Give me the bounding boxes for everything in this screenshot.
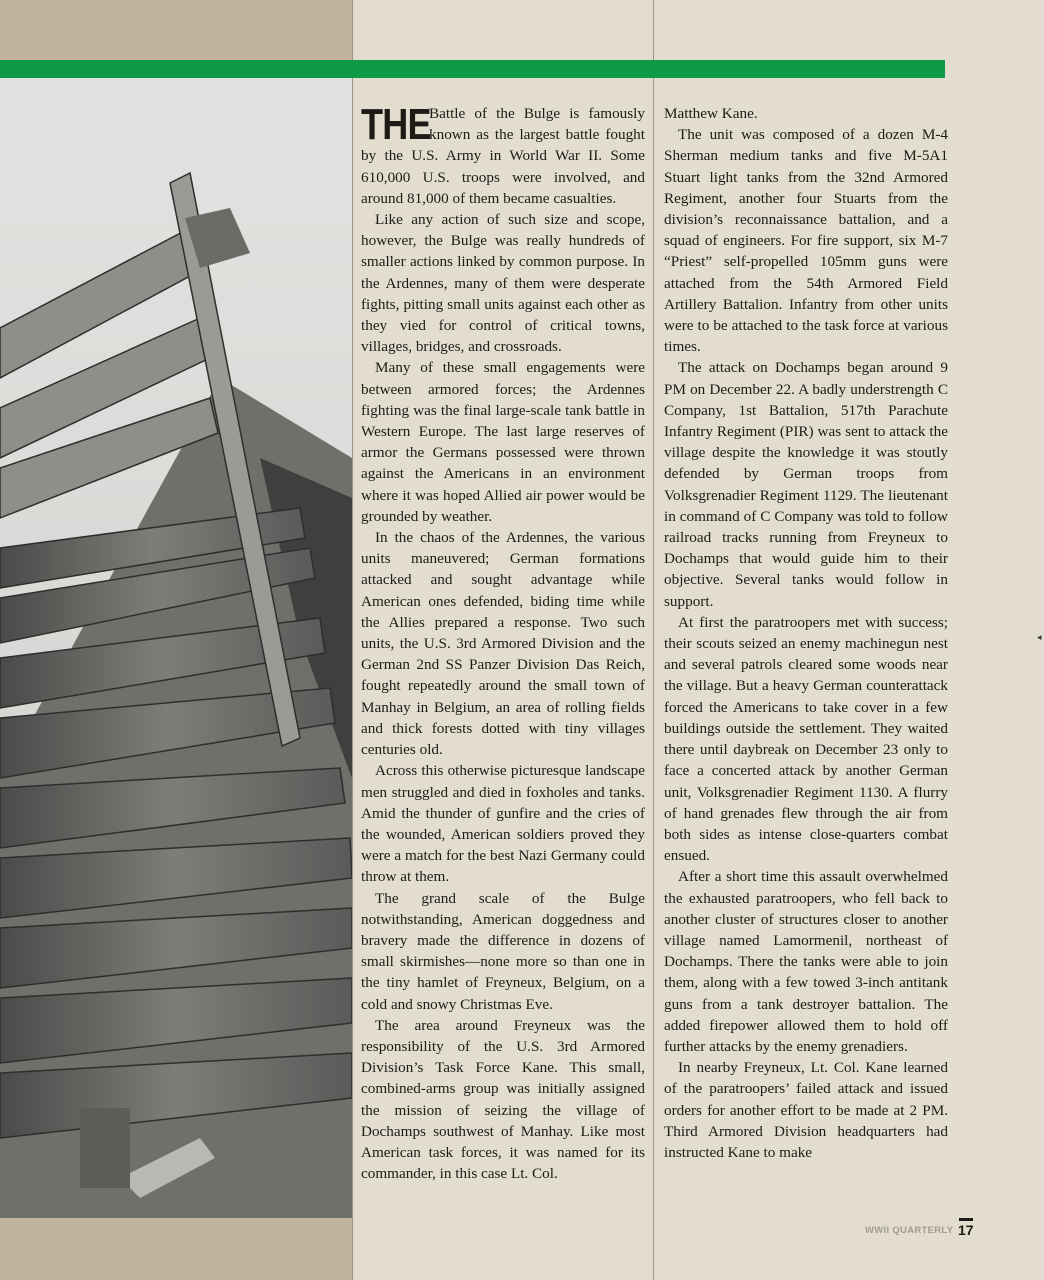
article-paragraph-3: Many of these small engagements were between armored forces; the Ardennes fighting was the final large-scale tank battle in Western Europe. The last large reserves of armor the Germans possessed were thrown against the Americans in an environment where it was hoped Allied air power would be grounded by weather. (361, 359, 645, 525)
page-number-rule (959, 1218, 973, 1221)
drop-cap: THE (361, 100, 431, 149)
column-divider-middle (653, 0, 654, 1280)
article-paragraph-4: In the chaos of the Ardennes, the various units maneuvered; German formations attacked and sought advantage while American ones defended, biding time while the Allies prepared a response. Two such units, the U.S. 3rd Armored Division and the German 2nd SS Panzer Division Das Reich, fought repeatedly around the small town of Manhay in Belgium, an area of rolling fields and thick forests dotted with tiny villages centuries old. (361, 529, 645, 759)
edge-arrow-icon: ◂ (1037, 633, 1042, 643)
article-paragraph-10: At first the paratroopers met with success; their scouts seized an enemy machinegun nest and several patrols cleared some woods near the village. But a heavy German counterattack forced the Americans to take cover in a few buildings outside the settlement. They waited there until daybreak on December 23 only to face a concerted attack by another German unit, Volksgrenadier Regiment 1130. A flurry of hand grenades flew through the air from both sides as intense close-quarters combat ensued. (664, 613, 948, 865)
bottom-margin-band (0, 1218, 352, 1280)
article-paragraph-2: Like any action of such size and scope, however, the Bulge was really hundreds of smaller actions linked by common purpose. In the Ardennes, many of them were desperate fights, pitting small units against each other as they vied for control of critical towns, villages, bridges, and crossroads. (361, 211, 645, 356)
fence-photo (0, 78, 352, 1218)
article-column-2 (664, 103, 948, 1163)
article-paragraph-9: The attack on Dochamps began around 9 PM on December 22. A badly understrength C Company, 1st Battalion, 517th Parachute Infantry Regiment (PIR) was sent to attack the village despite the knowledge it was stoutly defended by German troops from Volksgrenadier Regiment 1129. The lieutenant in command of C Company was told to follow railroad tracks running from Freyneux to Dochamps that would guide him to their objective. Several tanks would follow in support. (664, 359, 948, 610)
page-number: 17 (958, 1222, 974, 1238)
fence-photo-illustration (0, 78, 352, 1218)
article-paragraph-continued: Matthew Kane. (664, 105, 758, 122)
article-column-1 (361, 100, 645, 1184)
article-paragraph-6: The grand scale of the Bulge notwithstanding, American doggedness and bravery made the difference in dozens of small skirmishes—none more so than one in the tiny hamlet of Freyneux, Belgium, on a cold and snowy Christmas Eve. (361, 889, 645, 1013)
article-paragraph-7: The area around Freyneux was the responsibility of the U.S. 3rd Armored Division’s Task Force Kane. This small, combined-arms group was initially assigned the mission of seizing the village of Dochamps southwest of Manhay. Like most American task forces, it was named for its commander, in this case Lt. Col. (361, 1016, 645, 1183)
column-divider-left (352, 0, 353, 1280)
article-paragraph-12: In nearby Freyneux, Lt. Col. Kane learned of the paratroopers’ failed attack and issued orders for another effort to be made at 2 PM. Third Armored Division headquarters had instructed Kane to make (664, 1059, 948, 1161)
publication-name: WWII QUARTERLY (865, 1225, 954, 1236)
article-paragraph-5: Across this otherwise picturesque landscape men struggled and died in foxholes and tanks. Amid the thunder of gunfire and the cries of the wounded, American soldiers proved they were a match for the best Nazi Germany could throw at them. (361, 762, 645, 886)
article-paragraph-1: THE Battle of the Bulge is famously known as the largest battle fought by the U.S. Army in World War II. Some 610,000 U.S. troops were involved, and around 81,000 of them became casualties. (361, 100, 645, 207)
accent-green-bar (0, 60, 945, 78)
article-paragraph-11: After a short time this assault overwhelmed the exhausted paratroopers, who fell back to another cluster of structures closer to another village named Lamormenil, northeast of Dochamps. There the tanks were able to join them, along with a few towed 3-inch antitank guns from a tank destroyer battalion. The added firepower allowed them to hold off further attacks by the enemy grenadiers. (664, 868, 948, 1055)
article-paragraph-8: The unit was composed of a dozen M-4 Sherman medium tanks and five M-5A1 Stuart light tanks from the 32nd Armored Regiment, another four Stuarts from the division’s reconnaissance battalion, and a squad of engineers. For fire support, six M-7 “Priest” self-propelled 105mm guns were attached from the 54th Armored Field Artillery Battalion. Infantry from other units were to be attached to the task force at various times. (664, 126, 948, 356)
